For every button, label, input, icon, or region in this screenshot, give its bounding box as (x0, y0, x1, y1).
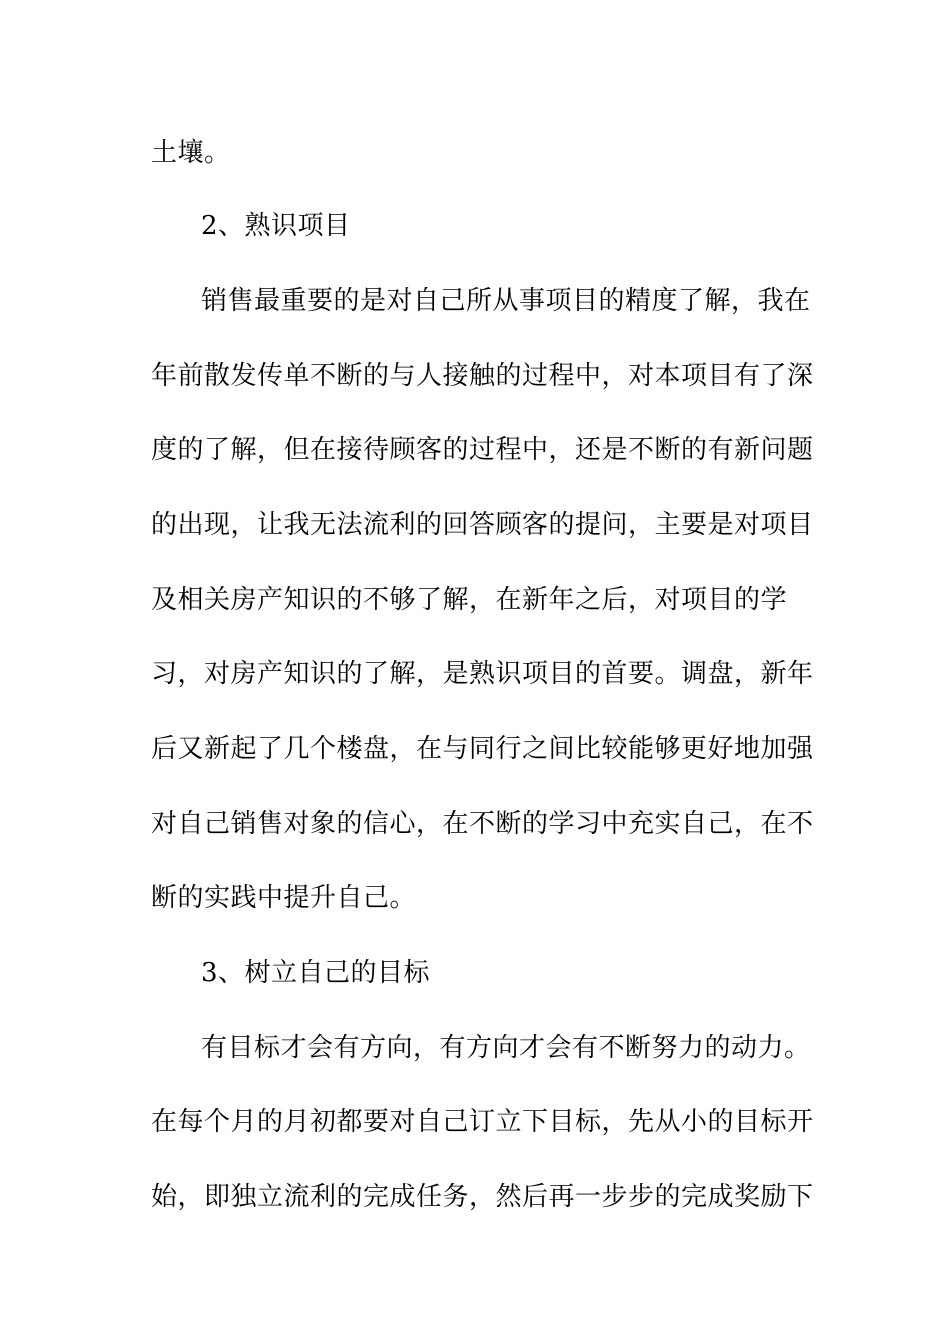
text-line-13: 有目标才会有方向，有方向才会有不断努力的动力。 (201, 1033, 811, 1063)
text-line-4: 年前散发传单不断的与人接触的过程中，对本项目有了深 (151, 361, 814, 391)
text-line-1: 土壤。 (151, 138, 231, 168)
text-line-9: 后又新起了几个楼盘，在与同行之间比较能够更好地加强 (151, 734, 814, 764)
section-heading-3: 3、树立自己的目标 (201, 958, 431, 988)
text-line-11: 断的实践中提升自己。 (151, 883, 417, 913)
text-line-8: 习，对房产知识的了解，是熟识项目的首要。调盘，新年 (151, 659, 814, 689)
text-line-5: 度的了解，但在接待顾客的过程中，还是不断的有新问题 (151, 435, 814, 465)
text-line-14: 在每个月的月初都要对自己订立下目标，先从小的目标开 (151, 1107, 814, 1137)
text-line-6: 的出现，让我无法流利的回答顾客的提问，主要是对项目 (151, 510, 814, 540)
section-heading-2: 2、熟识项目 (201, 211, 351, 241)
text-line-3: 销售最重要的是对自己所从事项目的精度了解，我在 (201, 286, 811, 316)
text-line-15: 始，即独立流利的完成任务，然后再一步步的完成奖励下 (151, 1182, 814, 1212)
text-line-10: 对自己销售对象的信心，在不断的学习中充实自己，在不 (151, 809, 814, 839)
text-line-7: 及相关房产知识的不够了解，在新年之后，对项目的学 (151, 585, 788, 615)
